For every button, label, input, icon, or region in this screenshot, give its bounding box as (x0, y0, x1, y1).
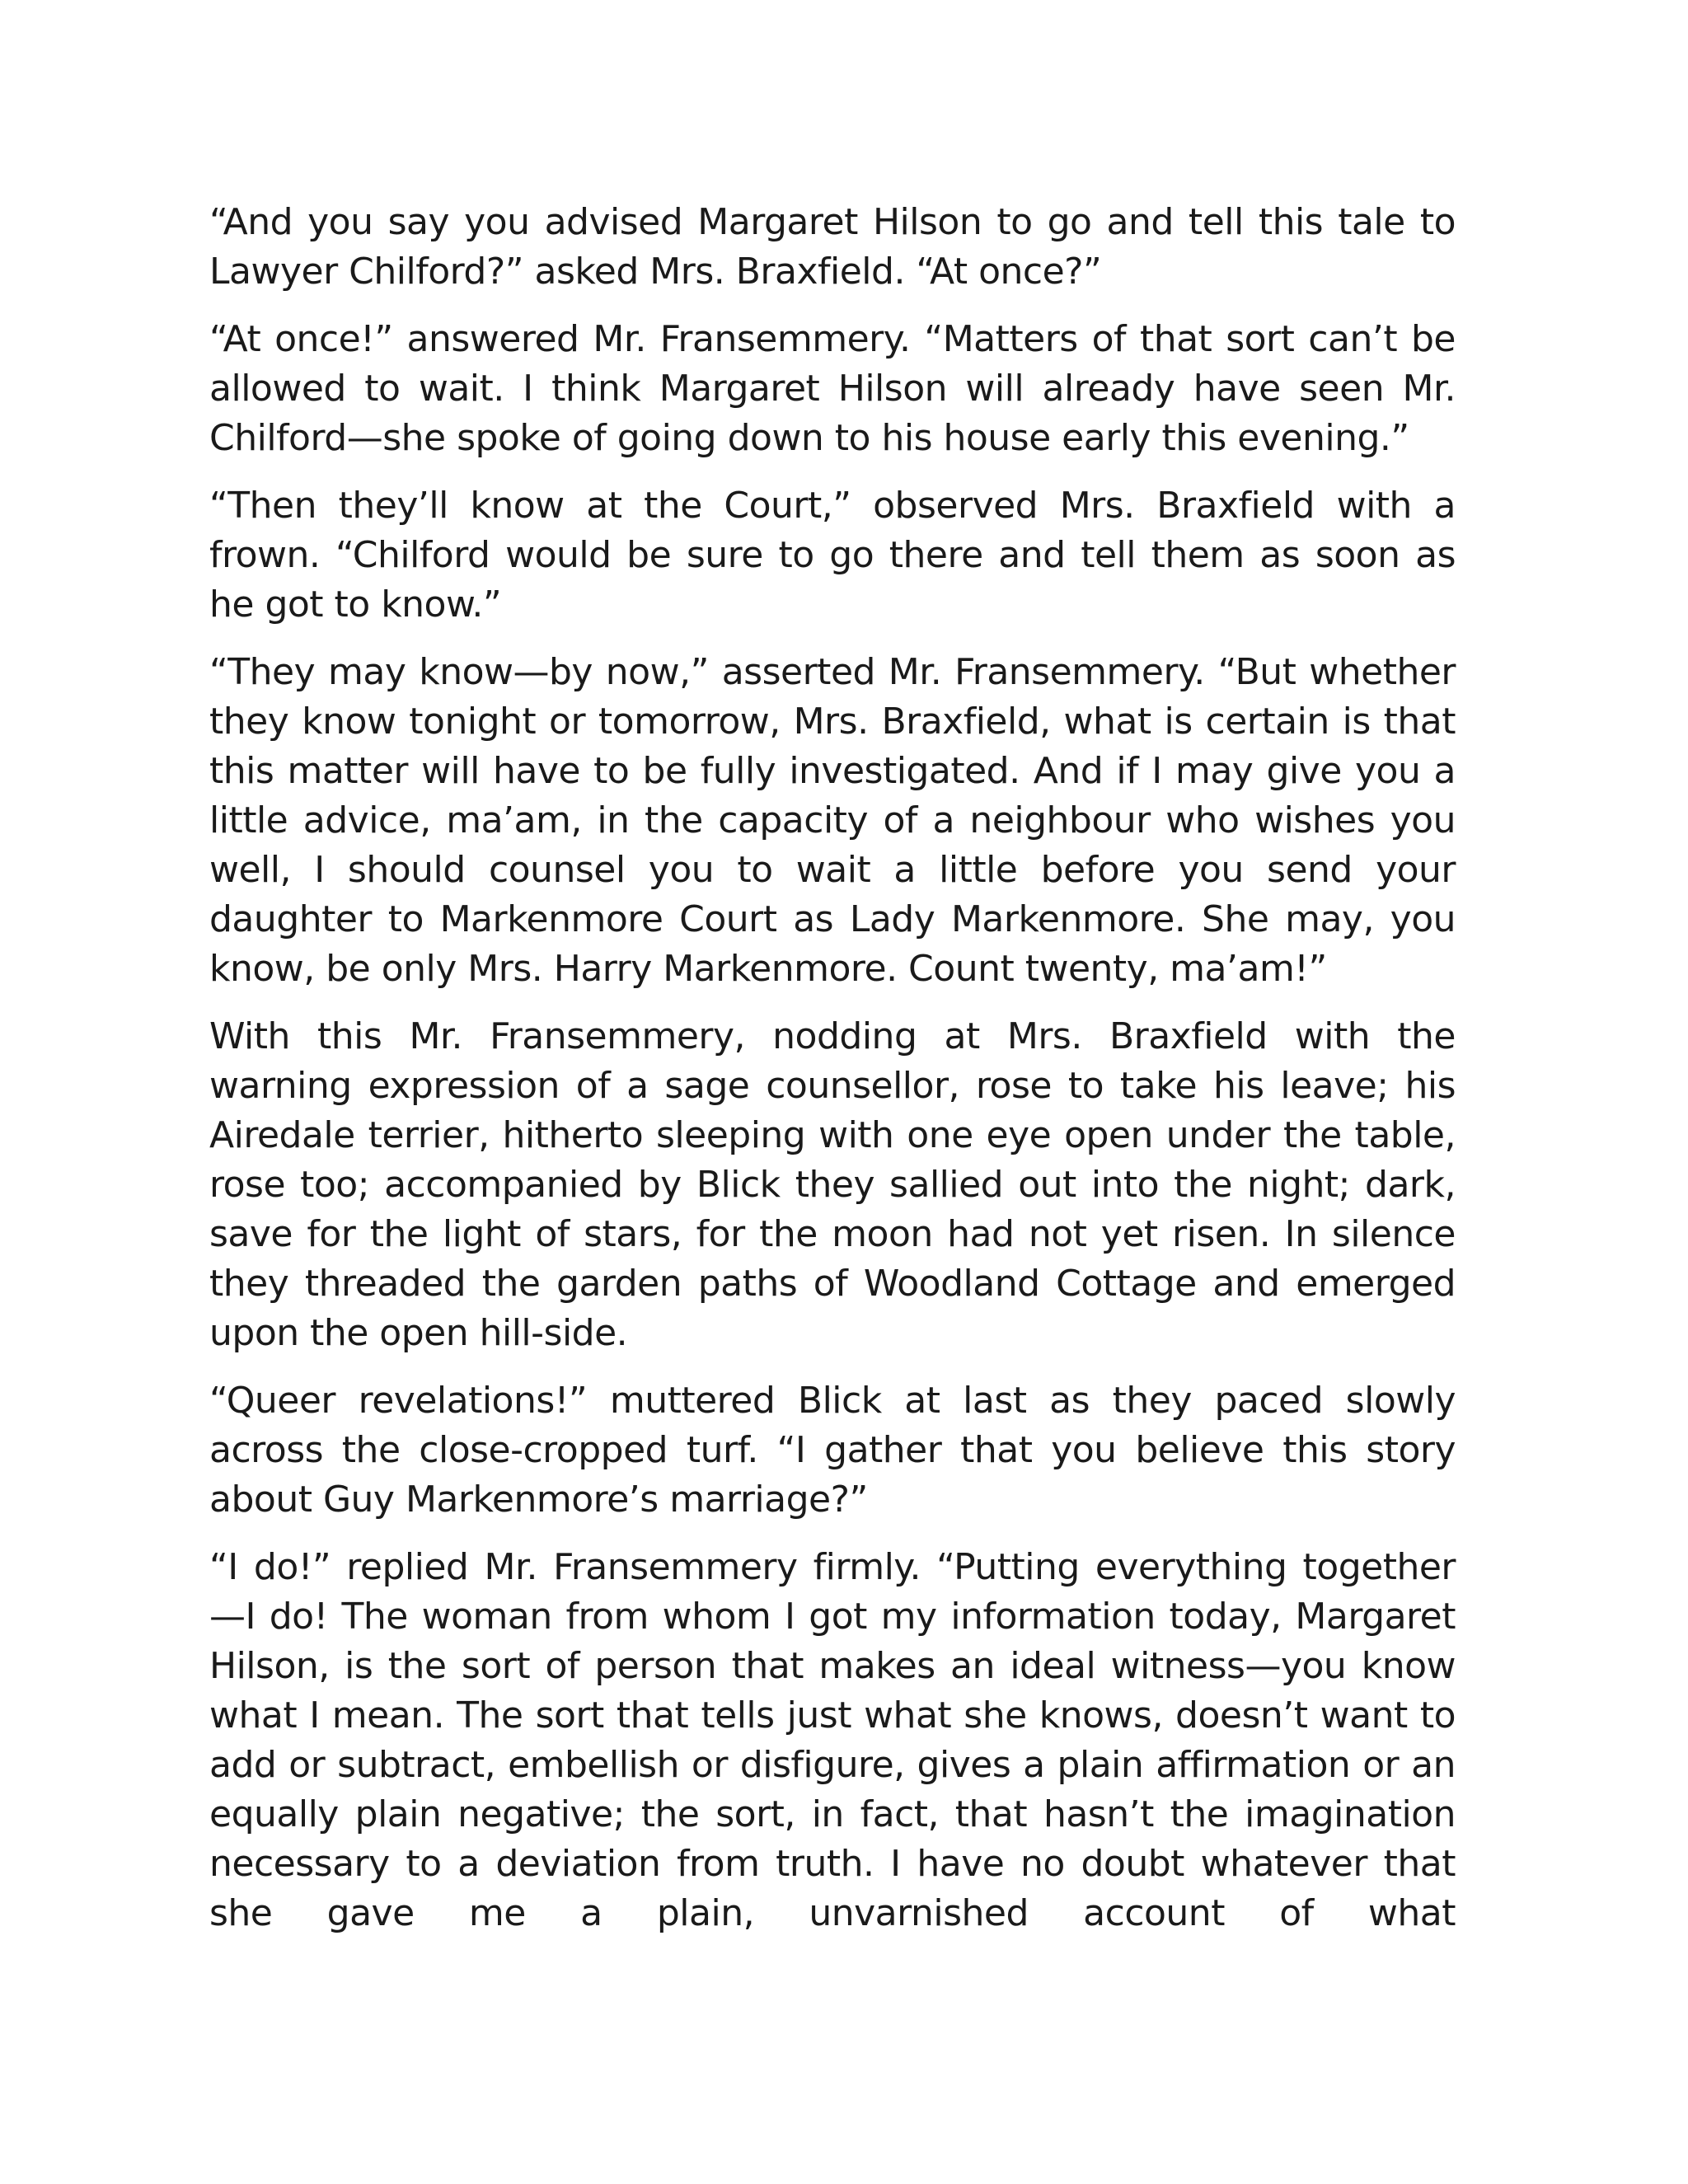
paragraph-1: “And you say you advised Margaret Hilson to go and tell this tale to Lawyer Chilford?” asked Mrs. Braxfield. “At once?” (209, 201, 1456, 293)
book-page (209, 198, 1456, 1938)
paragraph-2: “At once!” answered Mr. Fransemmery. “Matters of that sort can’t be allowed to wait. I think Margaret Hilson will already have seen Mr. Chilford—she spoke of going down to his house early this evening.” (209, 318, 1456, 459)
paragraph-7: “I do!” replied Mr. Fransemmery firmly. “Putting everything together —I do! The woman from whom I got my information today, Margaret Hilson, is the sort of person that makes an ideal witness—you know what I mean. The sort that tells just what she knows, doesn’t want to add or subtract, embellish or disfigure, gives a plain affirmation or an equally plain negative; the sort, in fact, that hasn’t the imagination necessary to a deviation from truth. I have no doubt whatever that she gave me a plain, unvarnished account of what (209, 1546, 1456, 1934)
paragraph-4: “They may know—by now,” asserted Mr. Fransemmery. “But whether they know tonight or tomorrow, Mrs. Braxfield, what is certain is that this matter will have to be fully investigated. And if I may give you a little advice, ma’am, in the capacity of a neighbour who wishes you well, I should counsel you to wait a little before you send your daughter to Markenmore Court as Lady Markenmore. She may, you know, be only Mrs. Harry Markenmore. Count twenty, ma’am!” (209, 651, 1456, 990)
paragraph-3: “Then they’ll know at the Court,” observed Mrs. Braxfield with a frown. “Chilford would be sure to go there and tell them as soon as he got to know.” (209, 485, 1456, 626)
paragraph-6: “Queer revelations!” muttered Blick at last as they paced slowly across the close-cropped turf. “I gather that you believe this story about Guy Markenmore’s marriage?” (209, 1380, 1456, 1521)
paragraph-5: With this Mr. Fransemmery, nodding at Mrs. Braxfield with the warning expression of a sage counsellor, rose to take his leave; his Airedale terrier, hitherto sleeping with one eye open under the table, rose too; accompanied by Blick they sallied out into the night; dark, save for the light of stars, for the moon had not yet risen. In silence they threaded the garden paths of Woodland Cottage and emerged upon the open hill-side. (209, 1015, 1456, 1354)
